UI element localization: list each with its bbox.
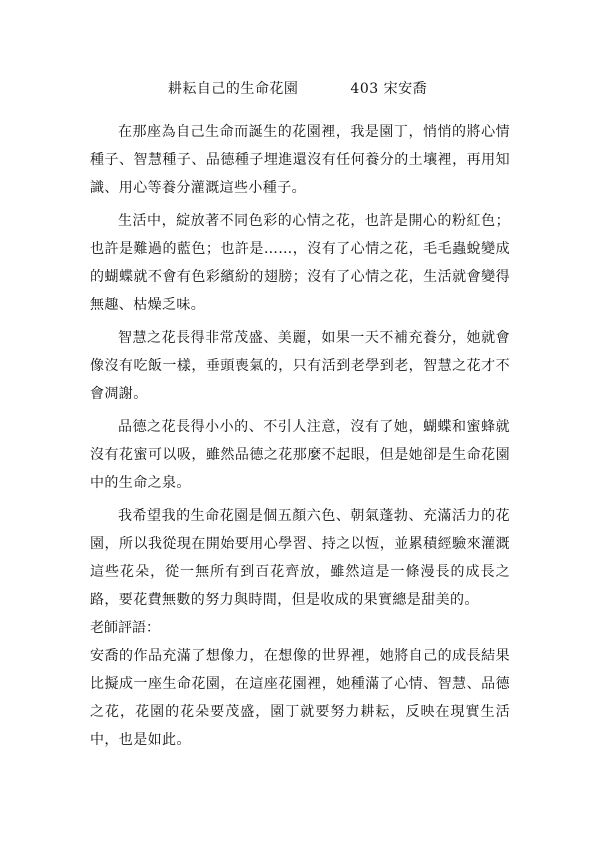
essay-paragraph: 生活中，綻放著不同色彩的心情之花，也許是開心的粉紅色；也許是難過的藍色；也許是……，沒有了心情之花，毛毛蟲蛻變成的蝴蝶就不會有色彩繽紛的翅膀；沒有了心情之花，生活就會變得無趣、枯燥乏味。 [90, 213, 510, 313]
essay-title: 耕耘自己的生命花園 [167, 81, 299, 97]
essay-title-line [0, 80, 595, 98]
essay-body [90, 118, 510, 754]
essay-paragraph: 我希望我的生命花園是個五顏六色、朝氣蓬勃、充滿活力的花園，所以我從現在開始要用心學習、持之以恆，並累積經驗來灌溉這些花朵，從一無所有到百花齊放，雖然這是一條漫長的成長之路，要花費無數的努力與時間，但是收成的果實總是甜美的。 [90, 508, 510, 608]
teacher-comment: 安喬的作品充滿了想像力，在想像的世界裡，她將自己的成長結果比擬成一座生命花園，在這座花園裡，她種滿了心情、智慧、品德之花，花園的花朵要茂盛，園丁就要努力耕耘，反映在現實生活中，也是如此。 [90, 648, 510, 748]
essay-paragraph: 品德之花長得小小的、不引人注意，沒有了她，蝴蝶和蜜蜂就沒有花蜜可以吸，雖然品德之花那麼不起眼，但是她卻是生命花園中的生命之泉。 [90, 419, 510, 491]
essay-paragraph: 智慧之花長得非常茂盛、美麗，如果一天不補充養分，她就會像沒有吃飯一樣，垂頭喪氣的，只有活到老學到老，智慧之花才不會凋謝。 [90, 330, 510, 402]
author-name: 403 宋安喬 [350, 81, 428, 97]
essay-paragraph: 在那座為自己生命而誕生的花園裡，我是園丁，悄悄的將心情種子、智慧種子、品德種子埋進還沒有任何養分的土壤裡，再用知識、用心等養分灌溉這些小種子。 [90, 124, 510, 196]
teacher-comment-label: 老師評語： [90, 620, 160, 636]
